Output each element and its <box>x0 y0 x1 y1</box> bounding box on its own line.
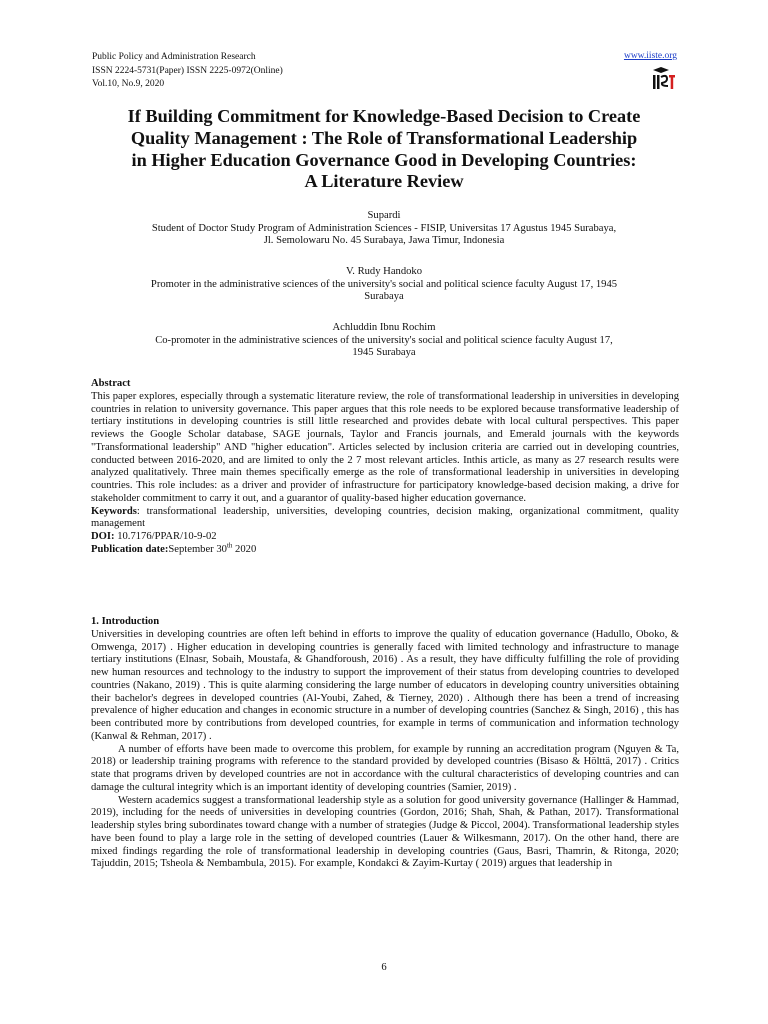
volume-line: Vol.10, No.9, 2020 <box>92 79 165 89</box>
pubdate-suffix: th <box>226 541 233 550</box>
body-paragraph: A number of efforts have been made to overcome this problem, for example by running an accreditation program (Nguyen & Ta, 2018) or leadership training programs with reference to the standard provided by developed countries (Bisaso & Hölttä, 2017) . Critics state that programs driven by developed countries are not in accordance with the cultural characteristics of developing countries and can damage the cultural integrity which is an important identity of developing countries (Samier, 2019) . <box>91 743 679 793</box>
publication-date-line <box>91 541 679 557</box>
abstract-text: This paper explores, especially through a systematic literature review, the role of transformational leadership in universities in developing countries in relation to university governance. This paper argues that this role needs to be explored because transformative leadership of tertiary institutions in developing countries is still little researched and provides debate with local cultural perspectives. This paper reviews the Google Scholar database, SAGE journals, Taylor and Francis journals, and Emerald journals with the keywords "Transformational leadership" AND "higher education". Articles selected by inclusion criteria are carried out in developing countries, conducted between 2016-2020, and are limited to only the 2 7 most relevant articles. Inthis article, as many as 27 research results were analyzed qualitatively. Three main themes specifically emerge as the role of transformational leadership in universities in developing countries. This role includes: as a driver and provider of infrastructure for participatory knowledge-based decision making, a drive for stakeholder commitment to carry it out, and a guarantor of quality-based higher education governance. <box>91 390 679 504</box>
author-affiliation: Student of Doctor Study Program of Administration Sciences - FISIP, Universitas 17 Agustus 1945 Surabaya, <box>151 222 617 234</box>
journal-name: Public Policy and Administration Research <box>92 52 256 62</box>
doi-value: 10.7176/PPAR/10-9-02 <box>114 531 217 542</box>
doi-line <box>91 531 679 544</box>
keywords-line <box>91 506 679 532</box>
author-affiliation: Promoter in the administrative sciences of the university's social and political science faculty August 17, 1945 <box>150 278 618 290</box>
author-affiliation: Jl. Semolowaru No. 45 Surabaya, Jawa Timur, Indonesia <box>263 235 505 247</box>
author-affiliation: Co-promoter in the administrative sciences of the university's social and political science faculty August 17, <box>155 334 613 346</box>
abstract-heading: Abstract <box>91 378 131 389</box>
title-line: If Building Commitment for Knowledge-Based Decision to Create <box>127 106 641 126</box>
author-name: Achluddin Ibnu Rochim <box>332 322 436 333</box>
paper-title <box>86 106 682 193</box>
section-heading: 1. Introduction <box>91 616 160 627</box>
body-paragraph: Western academics suggest a transformational leadership style as a solution for good university governance (Hallinger & Hammad, 2019), including for the needs of universities in developing countries (Gordon, 2016; Shah, Shah, & Pathan, 2017). Transformational leadership styles bring subordinates toward change with a number of strategies (Judge & Piccol, 2004). Transformational leadership styles have been found to play a large role in the setting of developed countries (Lauer & Wilkesmann, 2017). On the other hand, there are mixed findings regarding the role of transformational leadership in developing countries (Gaus, Basri, Thamrin, & Ritonga, 2020; Tajuddin, 2015; Tsheola & Nembambula, 2015). For example, Kondakci & Zayim-Kurtay ( 2019) argues that leadership in <box>91 794 679 870</box>
author-affiliation: 1945 Surabaya <box>352 347 416 359</box>
title-line: Quality Management : The Role of Transformational Leadership <box>130 127 638 148</box>
author-name: V. Rudy Handoko <box>345 266 423 277</box>
abstract-section <box>91 378 679 557</box>
author-block <box>86 210 682 248</box>
doi-label: DOI: <box>91 531 115 542</box>
page-number: 6 <box>381 962 387 973</box>
author-block <box>86 322 682 360</box>
iiste-logo <box>651 66 677 92</box>
introduction-section <box>91 616 679 871</box>
title-line: A Literature Review <box>304 171 464 192</box>
pubdate-value: September 30 <box>168 543 227 555</box>
title-line: in Higher Education Governance Good in Developing Countries: <box>131 149 637 170</box>
journal-url-link[interactable]: www.iiste.org <box>623 51 677 61</box>
keywords-text: : transformational leadership, universities, developing countries, decision making, organizational commitment, quality management <box>91 505 679 530</box>
keywords-label: Keywords <box>91 505 137 517</box>
pubdate-year: 2020 <box>232 543 257 555</box>
pubdate-label: Publication date: <box>91 543 169 555</box>
issn-line: ISSN 2224-5731(Paper) ISSN 2225-0972(Online) <box>92 65 283 76</box>
running-header <box>92 51 283 92</box>
body-paragraph: Universities in developing countries are often left behind in efforts to improve the quality of education governance (Hadullo, Oboko, & Omwenga, 2017) . Higher education in developing countries is generally faced with limited technology and infrastructure to manage tertiary institutions (Elnasr, Sobaih, Moustafa, & Ghandforoush, 2016) . As a result, they have difficulty fulfilling the role of providing new human resources and technology to the industry to support the improvement of their status from developing countries to developed countries (Nakano, 2019) . This is quite alarming considering the large number of educators in developing country universities obtaining their bachelor's degrees in developed countries (Al-Youbi, Zahed, & Tierney, 2020) . Although there has been a trend of increasing prevalence of higher education and changes in economic structure in a number of developing countries (Sanchez & Singh, 2016) , this has been contributed more by contributions from developed countries, for example in terms of communication and information technology (Kanwal & Rehman, 2017) . <box>91 628 679 742</box>
author-affiliation: Surabaya <box>364 291 404 303</box>
author-name: Supardi <box>367 210 401 221</box>
author-block <box>86 266 682 304</box>
